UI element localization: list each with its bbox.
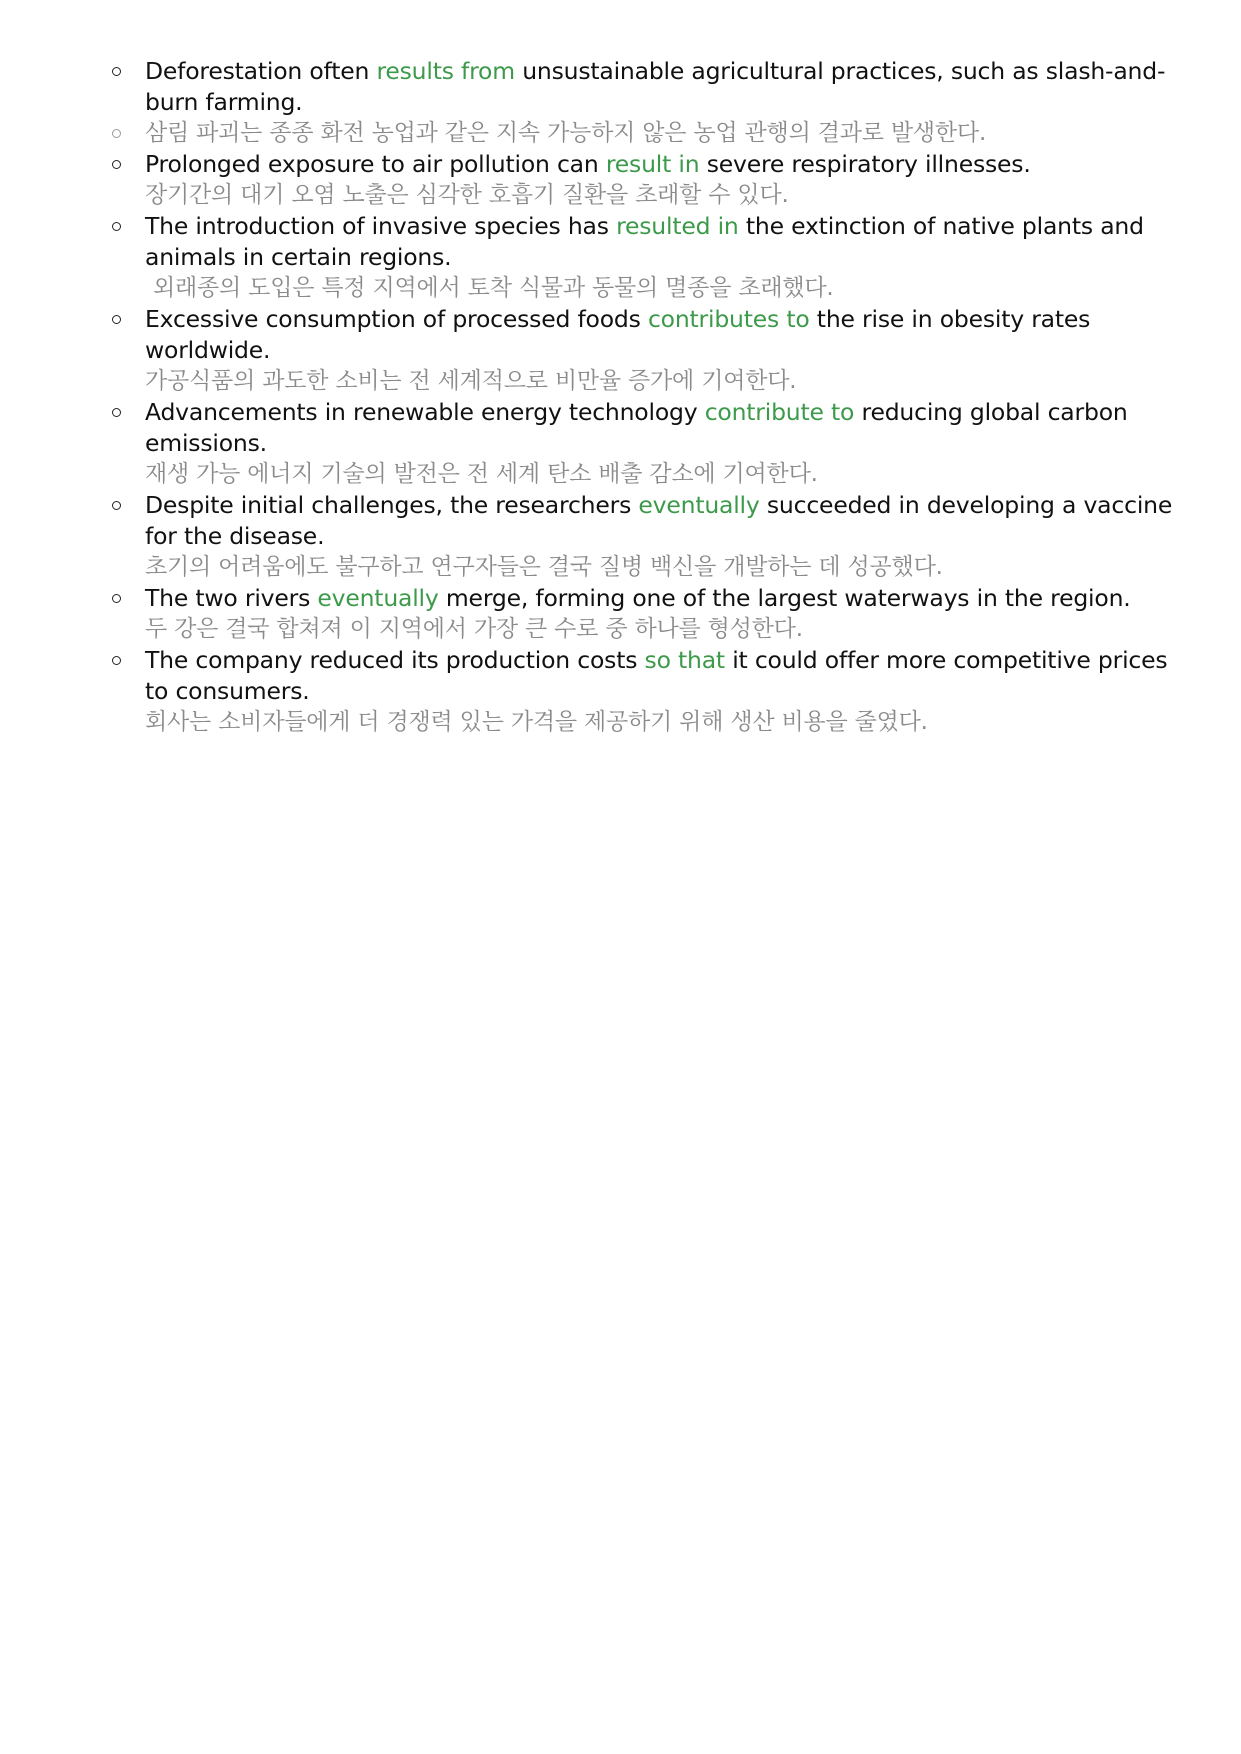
- sentence-text: Despite initial challenges, the researchers: [145, 491, 639, 519]
- highlighted-phrase: resulted in: [616, 212, 739, 240]
- bullet-icon: [112, 594, 121, 603]
- list-item: [112, 645, 1187, 738]
- highlighted-phrase: contribute to: [704, 398, 855, 426]
- bullet-icon: [112, 408, 121, 417]
- korean-translation: 회사는 소비자들에게 더 경쟁력 있는 가격을 제공하기 위해 생산 비용을 줄였다.: [145, 709, 928, 735]
- korean-translation: 장기간의 대기 오염 노출은 심각한 호흡기 질환을 초래할 수 있다.: [145, 182, 789, 208]
- english-sentence: [145, 583, 1187, 614]
- english-sentence: [145, 645, 1187, 707]
- sentence-list: [112, 56, 1187, 738]
- english-sentence: [145, 149, 1187, 180]
- sentence-text: severe respiratory illnesses.: [699, 150, 1031, 178]
- highlighted-phrase: so that: [644, 646, 725, 674]
- bullet-icon: [112, 67, 121, 76]
- highlighted-phrase: results from: [376, 57, 515, 85]
- list-item: [112, 304, 1187, 397]
- list-item: [112, 490, 1187, 583]
- english-sentence: [145, 397, 1187, 459]
- list-item: [112, 56, 1187, 118]
- highlighted-phrase: contributes to: [647, 305, 810, 333]
- list-item: [112, 118, 1187, 149]
- sentence-text: it could offer more competitive prices to consumers.: [145, 646, 1168, 705]
- list-item: [112, 149, 1187, 211]
- list-item: [112, 583, 1187, 645]
- korean-translation: 외래종의 도입은 특정 지역에서 토착 식물과 동물의 멸종을 초래했다.: [153, 275, 834, 301]
- korean-translation: 두 강은 결국 합쳐져 이 지역에서 가장 큰 수로 중 하나를 형성한다.: [145, 616, 803, 642]
- bullet-icon: [112, 160, 121, 169]
- bullet-icon: [112, 222, 121, 231]
- sentence-text: The introduction of invasive species has: [145, 212, 617, 240]
- highlighted-phrase: eventually: [638, 491, 760, 519]
- sentence-text: the rise in obesity rates worldwide.: [145, 305, 1091, 364]
- english-sentence: [145, 56, 1187, 118]
- sentence-text: Advancements in renewable energy technology: [145, 398, 705, 426]
- sentence-text: unsustainable agricultural practices, such as slash-and-burn farming.: [145, 57, 1166, 116]
- list-item: [112, 397, 1187, 490]
- sentence-text: The two rivers: [145, 584, 318, 612]
- sentence-text: The company reduced its production costs: [145, 646, 645, 674]
- bullet-icon: [112, 656, 121, 665]
- english-sentence: [145, 211, 1187, 273]
- sentence-text: reducing global carbon emissions.: [145, 398, 1128, 457]
- sentence-text: Deforestation often: [145, 57, 377, 85]
- korean-translation: 재생 가능 에너지 기술의 발전은 전 세계 탄소 배출 감소에 기여한다.: [145, 461, 818, 487]
- highlighted-phrase: result in: [605, 150, 700, 178]
- sentence-text: succeeded in developing a vaccine for the disease.: [145, 491, 1173, 550]
- korean-translation: 삼림 파괴는 종종 화전 농업과 같은 지속 가능하지 않은 농업 관행의 결과로 발생한다.: [145, 120, 987, 146]
- bullet-icon: [112, 501, 121, 510]
- english-sentence: [145, 490, 1187, 552]
- korean-translation: 초기의 어려움에도 불구하고 연구자들은 결국 질병 백신을 개발하는 데 성공했다.: [145, 554, 943, 580]
- english-sentence: [145, 304, 1187, 366]
- bullet-icon: [112, 315, 121, 324]
- sentence-text: Excessive consumption of processed foods: [145, 305, 648, 333]
- sentence-text: merge, forming one of the largest waterways in the region.: [438, 584, 1131, 612]
- bullet-icon: [112, 129, 121, 138]
- korean-translation: 가공식품의 과도한 소비는 전 세계적으로 비만율 증가에 기여한다.: [145, 368, 797, 394]
- sentence-text: the extinction of native plants and animals in certain regions.: [145, 212, 1144, 271]
- list-item: [112, 211, 1187, 304]
- sentence-text: Prolonged exposure to air pollution can: [145, 150, 606, 178]
- highlighted-phrase: eventually: [317, 584, 439, 612]
